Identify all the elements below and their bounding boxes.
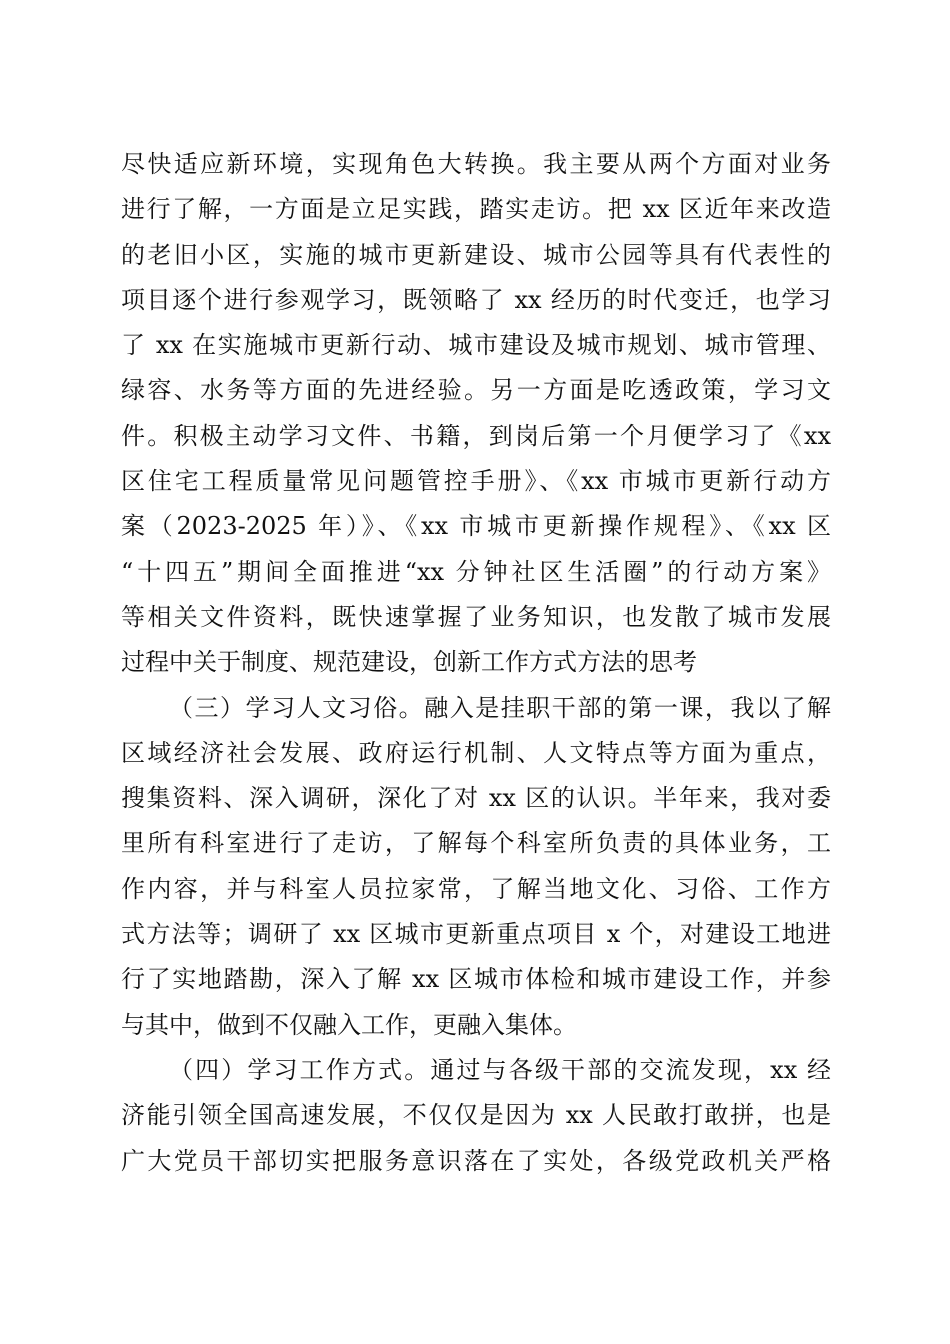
text-line-14: 区域经济社会发展、政府运行机制、人文特点等方面为重点，	[121, 738, 831, 767]
text-line-17: 作内容，并与科室人员拉家常，了解当地文化、习俗、工作方	[121, 874, 831, 903]
text-line-4: 项目逐个进行参观学习，既领略了 xx 经历的时代变迁，也学习	[121, 285, 831, 314]
text-line-1: 尽快适应新环境，实现角色大转换。我主要从两个方面对业务	[121, 150, 831, 178]
text-line-10: “十四五”期间全面推进“xx 分钟社区生活圈”的行动方案》	[121, 557, 831, 586]
text-line-5: 了 xx 在实施城市更新行动、城市建设及城市规划、城市管理、	[121, 331, 831, 360]
text-line-7: 件。积极主动学习文件、书籍，到岗后第一个月便学习了《xx	[121, 421, 831, 450]
text-line-6: 绿容、水务等方面的先进经验。另一方面是吃透政策，学习文	[121, 376, 831, 405]
section-heading-4-line: （四）学习工作方式。通过与各级干部的交流发现，xx 经	[169, 1055, 831, 1084]
text-line-11: 等相关文件资料，既快速掌握了业务知识，也发散了城市发展	[121, 602, 831, 631]
text-line-19: 行了实地踏勘，深入了解 xx 区城市体检和城市建设工作，并参	[121, 965, 831, 994]
text-line-9: 案（2023-2025 年）》、《xx 市城市更新操作规程》、《xx 区	[121, 512, 831, 541]
text-line-18: 式方法等；调研了 xx 区城市更新重点项目 x 个，对建设工地进	[121, 920, 831, 949]
text-line-3: 的老旧小区，实施的城市更新建设、城市公园等具有代表性的	[121, 240, 831, 269]
text-line-23: 广大党员干部切实把服务意识落在了实处，各级党政机关严格	[121, 1146, 831, 1175]
text-line-8: 区住宅工程质量常见问题管控手册》、《xx 市城市更新行动方	[121, 467, 831, 496]
text-line-15: 搜集资料、深入调研，深化了对 xx 区的认识。半年来，我对委	[121, 784, 831, 813]
section-heading-3-line: （三）学习人文习俗。融入是挂职干部的第一课，我以了解	[169, 693, 831, 722]
document-body	[121, 142, 831, 1184]
text-line-16: 里所有科室进行了走访，了解每个科室所负责的具体业务，工	[121, 829, 831, 858]
text-line-12: 过程中关于制度、规范建设，创新工作方式方法的思考	[121, 648, 697, 677]
text-line-20: 与其中，做到不仅融入工作，更融入集体。	[121, 1010, 577, 1039]
text-line-22: 济能引领全国高速发展，不仅仅是因为 xx 人民敢打敢拼，也是	[121, 1101, 831, 1130]
text-line-2: 进行了解，一方面是立足实践，踏实走访。把 xx 区近年来改造	[121, 195, 831, 224]
